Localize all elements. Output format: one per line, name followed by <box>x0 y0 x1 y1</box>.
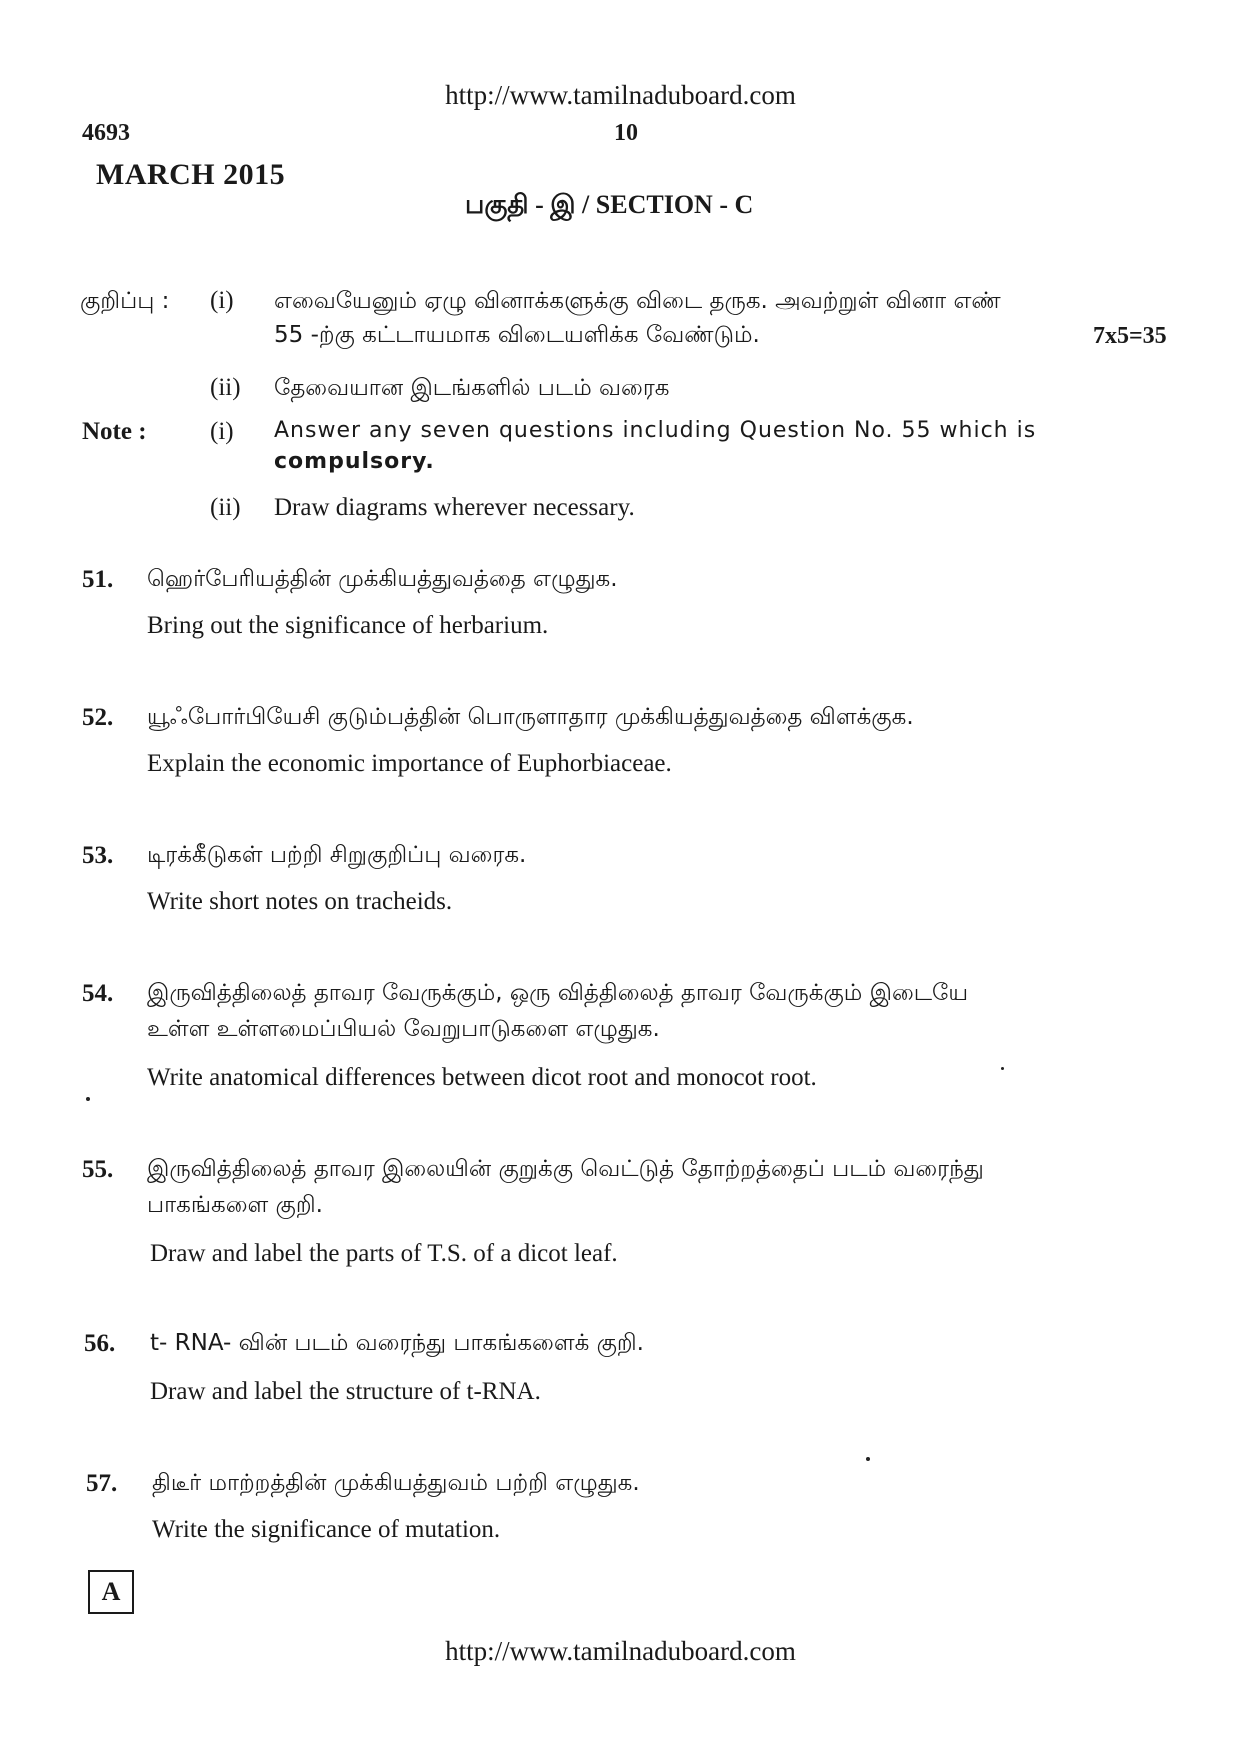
question-51-english: Bring out the significance of herbarium. <box>147 612 549 639</box>
question-55-tamil-line1: இருவித்திலைத் தாவர இலையின் குறுக்கு வெட்டுத் தோற்றத்தைப் படம் வரைந்து <box>147 1156 984 1182</box>
tamil-note-2-line1: தேவையான இடங்களில் படம் வரைக <box>274 375 670 401</box>
section-marks: 7x5=35 <box>1093 323 1167 349</box>
source-url-bottom: http://www.tamilnaduboard.com <box>445 1636 796 1666</box>
scan-speck <box>866 1457 870 1461</box>
question-51-tamil: ஹெர்பேரியத்தின் முக்கியத்துவத்தை எழுதுக. <box>147 566 618 592</box>
question-56-english: Draw and label the structure of t-RNA. <box>150 1378 541 1405</box>
tamil-note-num-1: (i) <box>210 287 234 314</box>
question-number-53: 53. <box>82 842 114 869</box>
question-52-english: Explain the economic importance of Euphorbiaceae. <box>147 750 672 777</box>
exam-date: MARCH 2015 <box>96 158 286 191</box>
scan-speck <box>86 1097 90 1101</box>
question-56-tamil: t- RNA- வின் படம் வரைந்து பாகங்களைக் குறி. <box>150 1330 644 1356</box>
question-57-tamil: திடீர் மாற்றத்தின் முக்கியத்துவம் பற்றி எழுதுக. <box>152 1470 640 1496</box>
english-note-2-line1: Draw diagrams wherever necessary. <box>274 494 635 521</box>
english-note-num-1: (i) <box>210 418 234 445</box>
paper-code: 4693 <box>82 120 130 146</box>
section-title: பகுதி - இ / SECTION - C <box>465 190 754 219</box>
english-note-num-2: (ii) <box>210 494 241 521</box>
tamil-note-num-2: (ii) <box>210 374 241 401</box>
scan-speck <box>1001 1067 1004 1070</box>
english-note-1-line2: compulsory. <box>274 449 435 474</box>
page-number: 10 <box>614 120 638 146</box>
english-note-1-line1: Answer any seven questions including Question No. 55 which is <box>274 418 1037 443</box>
question-55-tamil-line2: பாகங்களை குறி. <box>147 1192 323 1218</box>
question-52-tamil: யூஃபோர்பியேசி குடும்பத்தின் பொருளாதார முக்கியத்துவத்தை விளக்குக. <box>147 704 914 730</box>
english-note-label: Note : <box>82 418 147 445</box>
question-53-english: Write short notes on tracheids. <box>147 888 453 915</box>
question-number-54: 54. <box>82 980 114 1007</box>
tamil-note-1-line1: எவையேனும் ஏழு வினாக்களுக்கு விடை தருக. அவற்றுள் வினா எண் <box>274 288 1001 314</box>
question-number-51: 51. <box>82 566 114 593</box>
question-54-english: Write anatomical differences between dicot root and monocot root. <box>147 1064 817 1091</box>
question-number-57: 57. <box>86 1470 118 1497</box>
boxed-letter: A <box>88 1570 134 1614</box>
question-number-56: 56. <box>84 1330 116 1357</box>
tamil-note-1-line2: 55 -ற்கு கட்டாயமாக விடையளிக்க வேண்டும். <box>274 322 760 348</box>
question-54-tamil-line1: இருவித்திலைத் தாவர வேருக்கும், ஒரு வித்திலைத் தாவர வேருக்கும் இடையே <box>147 980 969 1006</box>
source-url-top: http://www.tamilnaduboard.com <box>445 80 796 110</box>
question-number-52: 52. <box>82 704 114 731</box>
question-number-55: 55. <box>82 1156 114 1183</box>
tamil-note-label: குறிப்பு : <box>80 288 170 314</box>
question-54-tamil-line2: உள்ள உள்ளமைப்பியல் வேறுபாடுகளை எழுதுக. <box>147 1016 660 1042</box>
question-53-tamil: டிரக்கீடுகள் பற்றி சிறுகுறிப்பு வரைக. <box>147 842 527 868</box>
question-57-english: Write the significance of mutation. <box>152 1516 501 1543</box>
question-55-english: Draw and label the parts of T.S. of a dicot leaf. <box>150 1240 618 1267</box>
